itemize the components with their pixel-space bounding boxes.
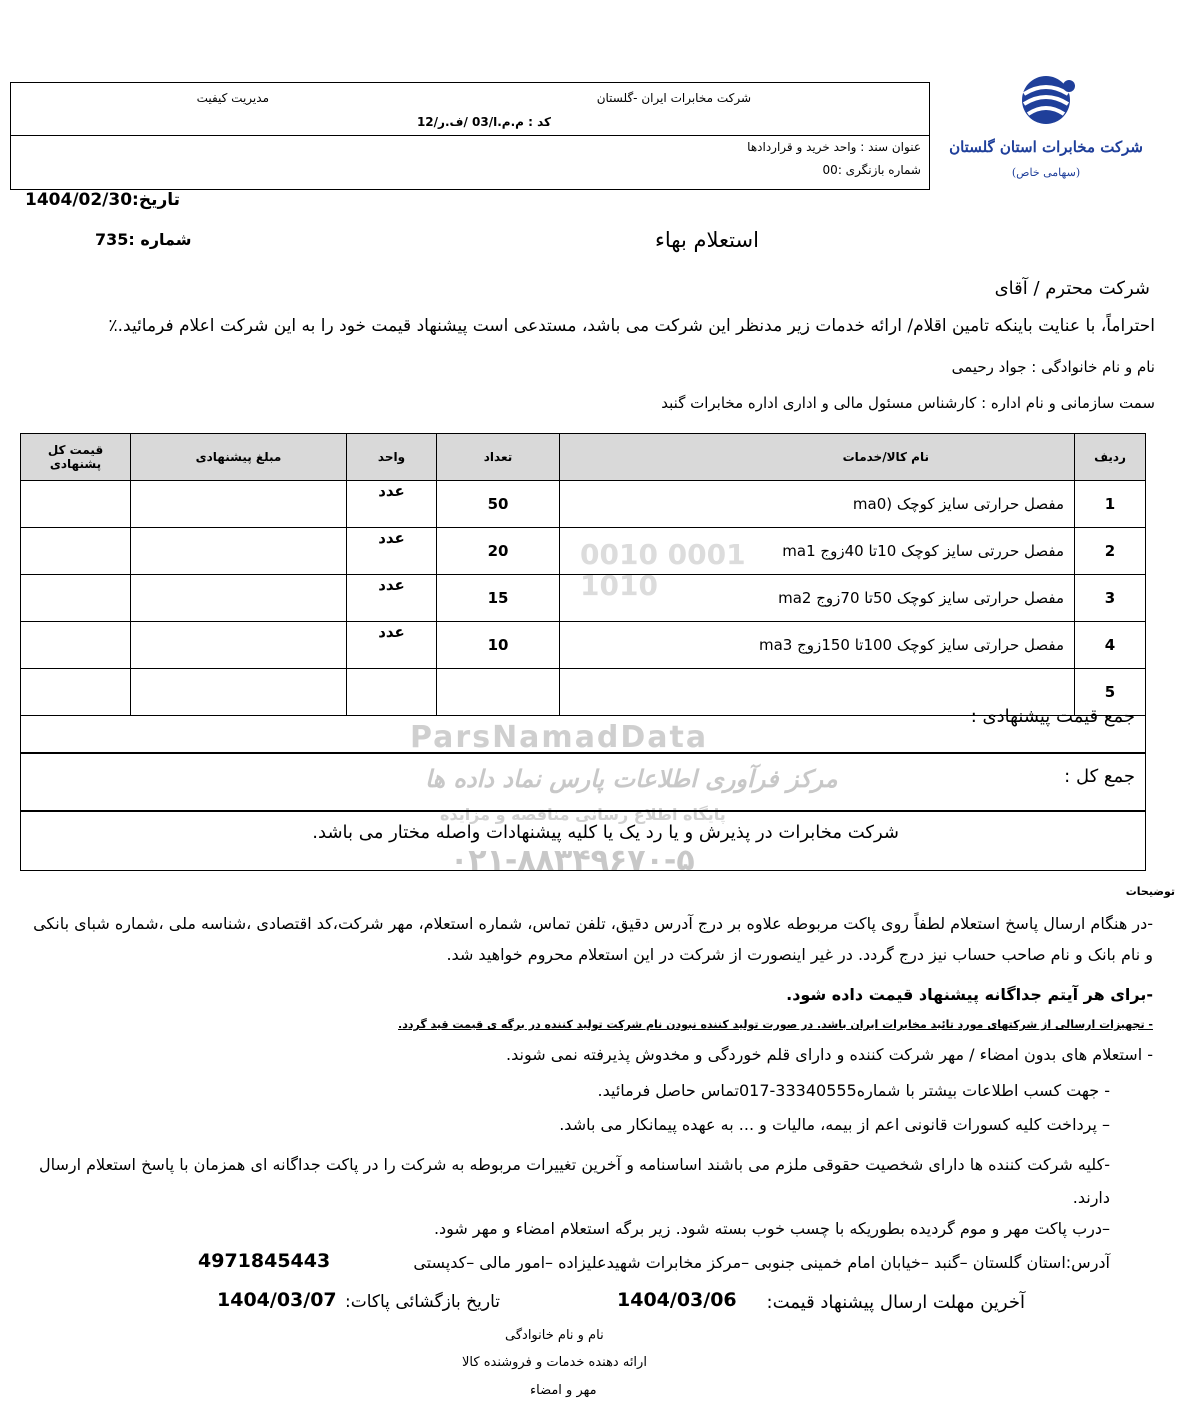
amount-cell[interactable] — [131, 575, 347, 622]
row-number: 4 — [1075, 622, 1146, 669]
contact-position: سمت سازمانی و نام اداره : کارشناس مسئول مالی و اداری اداره مخابرات گنبد — [661, 394, 1155, 412]
opening-date: 1404/03/07 — [217, 1289, 337, 1311]
total-row — [20, 753, 1146, 811]
table-header-row — [21, 434, 1146, 481]
total-label: جمع کل : — [1064, 766, 1135, 787]
item-unit: عدد — [347, 528, 437, 575]
signer-role: ارائه دهنده خدمات و فروشنده کالا — [462, 1355, 647, 1370]
document-title: عنوان سند : واحد خرید و قراردادها — [747, 140, 921, 154]
intro-paragraph: احتراماً، با عنایت باینکه تامین اقلام/ ارائه خدمات زیر مدنظر این شرکت می باشد، مستدعی است پیشنهاد قیمت خود را به این شرکت اعلام فرمائید.٪ — [108, 316, 1155, 336]
reserve-note: شرکت مخابرات در پذیرش و یا رد یک یا کلیه پیشنهادات واصله مختار می باشد. — [312, 822, 899, 843]
item-name: مفصل حررتی سایز کوچک 10تا 40زوج ma1 — [560, 528, 1075, 575]
note-1: -در هنگام ارسال پاسخ استعلام لطفاً روی پاکت مربوطه علاوه بر درج آدرس دقیق، تلفن تماس، شماره استعلام، مهر شرکت،کد اقتصادی ،شناسه ملی ،شماره شبای بانکی و نام بانک و نام صاحب حساب نیز درج گردد. در غیر اینصورت از شرکت در این استعلام محروم خواهید شد. — [33, 914, 1153, 964]
address: آدرس:استان گلستان –گنبد –خیابان امام خمینی جنوبی –مرکز مخابرات شهیدعلیزاده –امور مالی –کدپستی — [413, 1253, 1110, 1272]
header-top-row — [11, 83, 929, 136]
col-row-header: ردیف — [1075, 434, 1146, 481]
logo-subtext: (سهامی خاص) — [1011, 166, 1081, 179]
table-row — [21, 481, 1146, 528]
row-number: 5 — [1075, 669, 1146, 716]
sum-row — [20, 696, 1146, 753]
letter-number: شماره :735 — [95, 230, 192, 249]
item-qty: 10 — [437, 622, 560, 669]
telecom-logo-icon — [949, 72, 1143, 188]
table-row — [21, 528, 1146, 575]
amount-cell[interactable] — [131, 622, 347, 669]
table-row — [21, 622, 1146, 669]
item-name: مفصل حرارتی سایز کوچک 50تا 70زوج ma2 — [560, 575, 1075, 622]
total-cell[interactable] — [21, 575, 131, 622]
note-5: - جهت کسب اطلاعات بیشتر با شماره33340555-017تماس حاصل فرمائید. — [597, 1081, 1110, 1100]
signature-stamp: مهر و امضاء — [530, 1383, 597, 1398]
note-6: – پرداخت کلیه کسورات قانونی اعم از بیمه، مالیات و ... به عهده پیمانکار می باشد. — [559, 1115, 1110, 1134]
watermark-number: 0010 0001 1010 — [580, 538, 746, 602]
row-number: 2 — [1075, 528, 1146, 575]
items-table — [20, 433, 1146, 716]
watermark-brand: ParsNamadData — [410, 720, 709, 755]
total-cell[interactable] — [21, 481, 131, 528]
reserve-row — [20, 811, 1146, 871]
col-item-header: نام کالا/خدمات — [560, 434, 1075, 481]
deadline-label: آخرین مهلت ارسال پیشنهاد قیمت: — [766, 1292, 1025, 1313]
document-code: کد : م.م.ا/03 /ف.ر/12 — [416, 115, 551, 129]
col-qty-header: تعداد — [437, 434, 560, 481]
date: تاریخ:1404/02/30 — [25, 190, 181, 210]
row-number: 3 — [1075, 575, 1146, 622]
item-qty: 15 — [437, 575, 560, 622]
watermark-phone: ۰۲۱-۸۸۳۴۹۶۷۰-۵ — [450, 843, 695, 878]
item-unit: عدد — [347, 481, 437, 528]
notes-title: توضیحات — [1125, 885, 1175, 898]
col-total-header: قیمت کل پشنهادی — [21, 434, 131, 481]
col-amount-header: مبلغ پیشنهادی — [131, 434, 347, 481]
signer-name: نام و نام خانوادگی — [505, 1328, 604, 1343]
document-header — [10, 82, 930, 190]
item-qty: 50 — [437, 481, 560, 528]
item-unit: عدد — [347, 575, 437, 622]
deadline-date: 1404/03/06 — [617, 1289, 737, 1311]
amount-cell[interactable] — [131, 481, 347, 528]
total-cell[interactable] — [21, 622, 131, 669]
note-4: - استعلام های بدون امضاء / مهر شرکت کننده و دارای قلم خوردگی و مخدوش پذیرفته نمی شوند. — [506, 1045, 1153, 1064]
table-row — [21, 575, 1146, 622]
note-7: -کلیه شرکت کننده ها دارای شخصیت حقوقی ملزم می باشند اساسنامه و آخرین تغییرات مربوطه به شرکت را در پاکت جداگانه ای همزمان با پاسخ استعلام ارسال دارند. — [38, 1155, 1110, 1207]
note-8: –درب پاکت مهر و موم گردیده بطوریکه با چسب خوب بسته شود. زیر برگه استعلام امضاء و مهر شود. — [433, 1219, 1110, 1238]
note-3: - تجهیزات ارسالی از شرکتهای مورد تائید مخابرات ایران باشد. در صورت تولید کننده نبودن نام شرکت تولید کننده در برگه ی قیمت قید گردد. — [398, 1018, 1153, 1031]
amount-cell[interactable] — [131, 528, 347, 575]
company-logo — [949, 72, 1143, 188]
item-unit: عدد — [347, 622, 437, 669]
sum-label: جمع قیمت پیشنهادی : — [970, 706, 1135, 727]
logo-text: شرکت مخابرات استان گلستان — [949, 138, 1143, 156]
department: مدیریت کیفیت — [196, 91, 269, 105]
company-name: شرکت مخابرات ایران -گلستان — [596, 91, 751, 105]
revision-number: شماره بازنگری :00 — [822, 163, 921, 177]
item-name: مفصل حرارتی سایز کوچک (ma0 — [560, 481, 1075, 528]
note-2: -برای هر آیتم جداگانه پیشنهاد قیمت داده شود. — [786, 985, 1153, 1004]
opening-label: تاریخ بازگشائی پاکات: — [345, 1292, 501, 1312]
postal-code: 4971845443 — [198, 1250, 331, 1272]
total-cell[interactable] — [21, 528, 131, 575]
contact-name: نام و نام خانوادگی : جواد رحیمی — [951, 358, 1155, 376]
watermark-fa2: پایگاه اطلاع رسانی مناقصه و مزایده — [440, 805, 726, 824]
col-unit-header: واحد — [347, 434, 437, 481]
item-name: مفصل حرارتی سایز کوچک 100تا 150زوج ma3 — [560, 622, 1075, 669]
watermark-fa: مرکز فرآوری اطلاعات پارس نماد داده ها — [425, 765, 838, 793]
document-heading: استعلام بهاء — [655, 228, 759, 252]
row-number: 1 — [1075, 481, 1146, 528]
salutation: شرکت محترم / آقای — [994, 278, 1150, 299]
item-qty: 20 — [437, 528, 560, 575]
